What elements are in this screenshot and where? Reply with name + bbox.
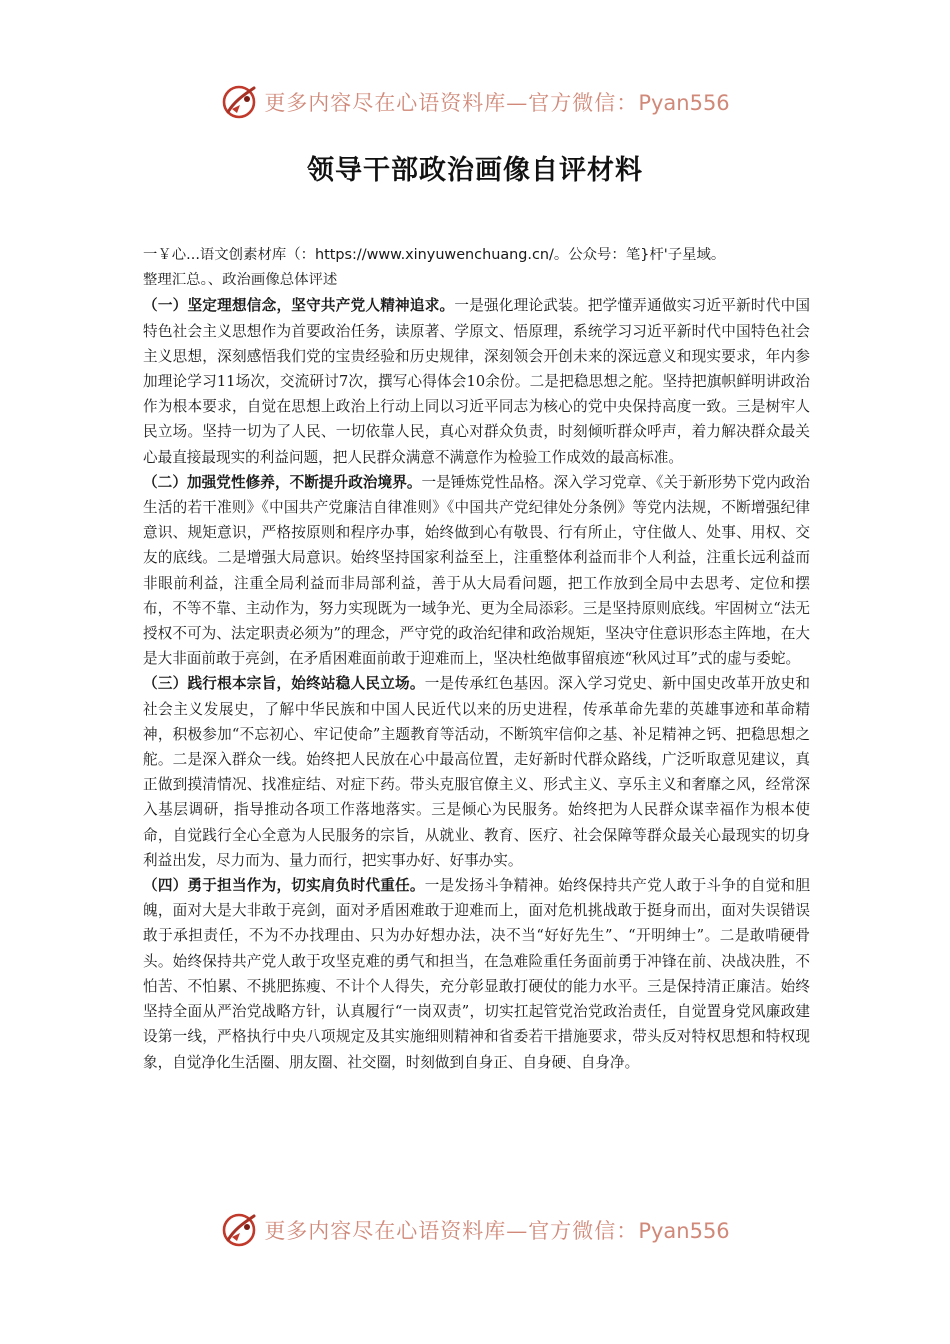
section-4 <box>143 873 810 1075</box>
section-1 <box>143 293 810 469</box>
intro-line-1: 一￥心...语文创素材库（：https://www.xinyuwenchuang.cn/。公众号：笔}杆'子星域。 <box>143 247 726 263</box>
header-watermark-banner <box>0 80 950 124</box>
section-heading: （二）加强党性修养，不断提升政治境界。 <box>143 473 422 491</box>
banner-text: 更多内容尽在心语资料库—官方微信：Pyan556 <box>264 91 730 115</box>
section-3 <box>143 671 810 873</box>
section-text: 一是锤炼党性品格。深入学习党章、《关于新形势下党内政治生活的若干准则》《中国共产党廉洁自律准则》《中国共产党纪律处分条例》等党内法规，不断增强纪律意识、规矩意识，严格按原则和程序办事，始终做到心有敬畏、行有所止，守住做人、处事、用权、交友的底线。二是增强大局意识。始终坚持国家利益至上，注重整体利益而非个人利益，注重长远利益而非眼前利益，注重全局利益而非局部利益，善于从大局看问题，把工作放到全局中去思考、定位和摆布，不等不靠、主动作为，努力实现既为一域争光、更为全局添彩。三是坚持原则底线。牢固树立“法无授权不可为、法定职责必须为”的理念，严守党的政治纪律和政治规矩，坚决守住意识形态主阵地，在大是大非面前敢于亮剑，在矛盾困难面前敢于迎难而上，坚决杜绝做事留痕迹“秋风过耳”式的虚与委蛇。 <box>143 473 810 668</box>
footer-watermark-banner <box>0 1208 950 1252</box>
section-2 <box>143 470 810 672</box>
section-text: 一是传承红色基因。深入学习党史、新中国史改革开放史和社会主义发展史，了解中华民族和中国人民近代以来的历史进程，传承革命先辈的英雄事迹和革命精神，积极参加“不忘初心、牢记使命”主题教育等活动，不断筑牢信仰之基、补足精神之钙、把稳思想之舵。二是深入群众一线。始终把人民放在心中最高位置，走好新时代群众路线，广泛听取意见建议，真正做到摸清情况、找准症结、对症下药。带头克服官僚主义、形式主义、享乐主义和奢靡之风，经常深入基层调研，指导推动各项工作落地落实。三是倾心为民服务。始终把为人民群众谋幸福作为根本使命，自觉践行全心全意为人民服务的宗旨，从就业、教育、医疗、社会保障等群众最关心最现实的切身利益出发，尽力而为、量力而行，把实事办好、好事办实。 <box>143 675 810 869</box>
section-text: 一是强化理论武装。把学懂弄通做实习近平新时代中国特色社会主义思想作为首要政治任务，读原著、学原文、悟原理，系统学习习近平新时代中国特色社会主义思想，深刻感悟我们党的宝贵经验和历史规律，深刻领会开创未来的深远意义和现实要求，年内参加理论学习11场次，交流研讨7次，撰写心得体会10余份。二是把稳思想之舵。坚持把旗帜鲜明讲政治作为根本要求，自觉在思想上政治上行动上同以习近平同志为核心的党中央保持高度一致。三是树牢人民立场。坚持一切为了人民、一切依靠人民，真心对群众负责，时刻倾听群众呼声，着力解决群众最关心最直接最现实的利益问题，把人民群众满意不满意作为检验工作成效的最高标准。 <box>143 297 810 466</box>
pen-logo-icon <box>220 82 260 122</box>
document-body <box>143 243 810 1075</box>
section-heading: （三）践行根本宗旨，始终站稳人民立场。 <box>143 675 425 693</box>
section-heading: （四）勇于担当作为，切实肩负时代重任。 <box>143 877 425 895</box>
section-heading: （一）坚定理想信念，坚守共产党人精神追求。 <box>143 297 455 315</box>
section-text: 一是发扬斗争精神。始终保持共产党人敢于斗争的自觉和胆魄，面对大是大非敢于亮剑，面对矛盾困难敢于迎难而上，面对危机挑战敢于挺身而出，面对失误错误敢于承担责任，不为不办找理由、只为办好想办法，决不当“好好先生”、“开明绅士”。二是敢啃硬骨头。始终保持共产党人敢于攻坚克难的勇气和担当，在急难险重任务面前勇于冲锋在前、决战决胜，不怕苦、不怕累、不挑肥拣瘦、不计个人得失，充分彰显敢打硬仗的能力水平。三是保持清正廉洁。始终坚持全面从严治党战略方针，认真履行“一岗双责”，切实扛起管党治党政治责任，自觉置身党风廉政建设第一线，严格执行中央八项规定及其实施细则精神和省委若干措施要求，带头反对特权思想和特权现象，自觉净化生活圈、朋友圈、社交圈，时刻做到自身正、自身硬、自身净。 <box>143 877 810 1071</box>
pen-logo-icon <box>220 1210 260 1250</box>
document-title: 领导干部政治画像自评材料 <box>307 155 643 186</box>
intro-line-2: 整理汇总。、政治画像总体评述 <box>143 272 338 289</box>
banner-text: 更多内容尽在心语资料库—官方微信：Pyan556 <box>264 1219 730 1243</box>
